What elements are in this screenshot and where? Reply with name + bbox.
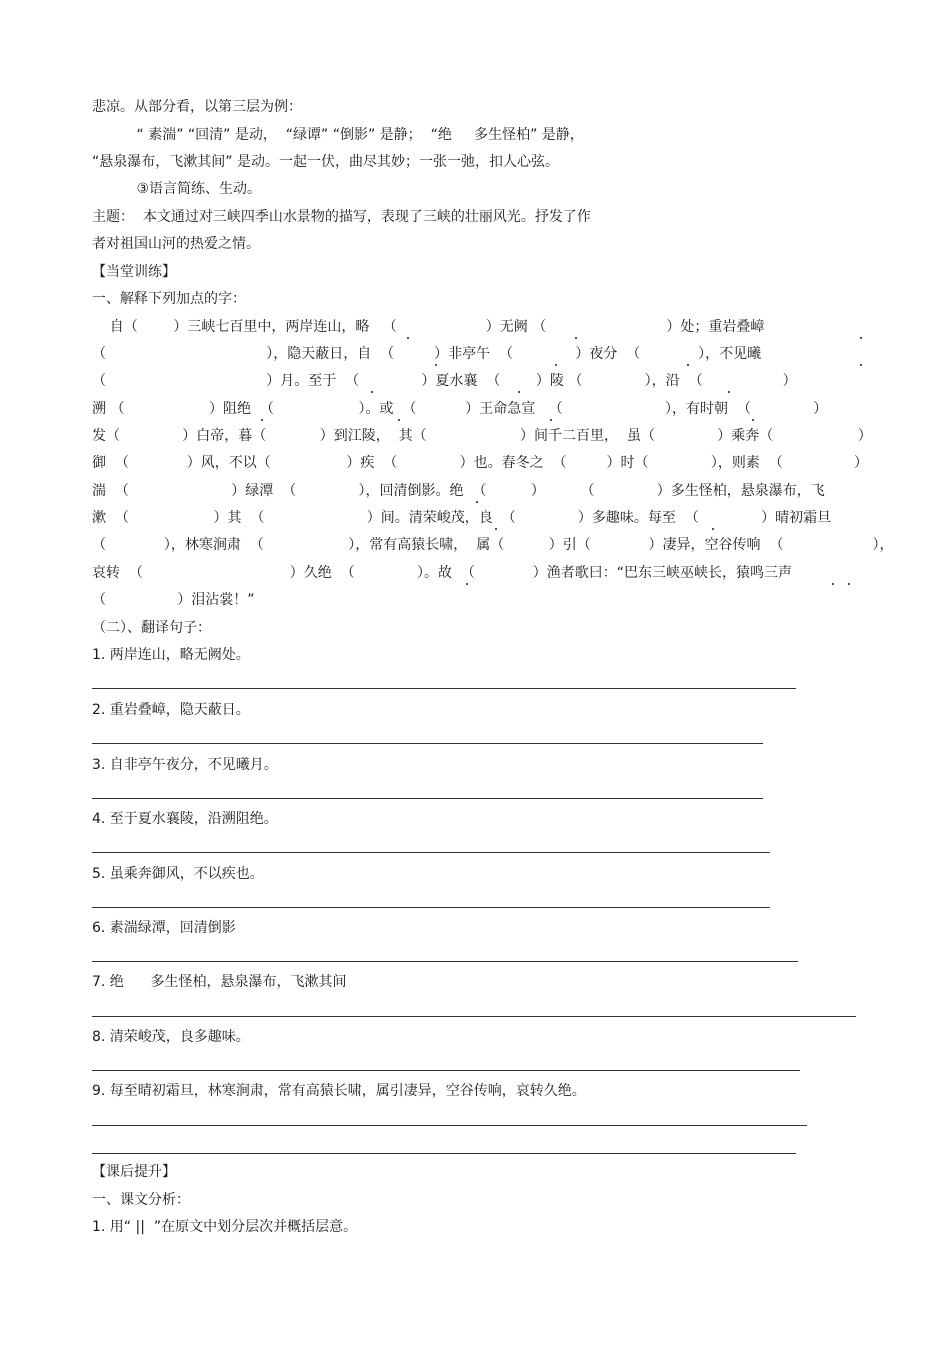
answer-line[interactable] — [92, 852, 770, 853]
exercise-line: 发（ ）白帝，暮（ ）到江陵， 其（ ）间千二百里， 虽（ ）乘奔（ ） — [92, 428, 872, 444]
emphasis-dot — [575, 337, 577, 339]
emphasis-dot — [860, 337, 862, 339]
analysis-item: 1. 用“ || ”在原文中划分层次并概括层意。 — [92, 1219, 358, 1235]
theme-line: 者对祖国山河的热爱之情。 — [92, 236, 260, 252]
emphasis-dot — [466, 583, 468, 585]
emphasis-dot — [712, 528, 714, 530]
exercise-line: 自（ ）三峡七百里中，两岸连山，略 （ ）无阙 （ ）处；重岩叠嶂 — [92, 319, 765, 335]
translate-item: 9. 每至晴初霜旦，林寒涧肃，常有高猿长啸，属引凄异，空谷传响，哀转久绝。 — [92, 1083, 586, 1099]
emphasis-dot — [550, 419, 552, 421]
exercise-line: （ ）泪沾裳！” — [92, 592, 255, 608]
answer-line[interactable] — [92, 1070, 800, 1071]
exercise-line: （ ）月。至于 （ ）夏水襄 （ ）陵 （ ），沿 （ ） — [92, 373, 797, 389]
intro-line: “ 素湍” “回清” 是动， “绿谭” “倒影” 是静； “绝 多生怪柏” 是静， — [92, 127, 584, 143]
answer-line[interactable] — [92, 961, 798, 962]
answer-line[interactable] — [92, 1125, 807, 1126]
answer-line[interactable] — [92, 1153, 796, 1154]
emphasis-dot — [407, 337, 409, 339]
emphasis-dot — [261, 419, 263, 421]
emphasis-dot — [495, 528, 497, 530]
translate-item: 4. 至于夏水襄陵，沿溯阻绝。 — [92, 811, 278, 827]
emphasis-dot — [398, 419, 400, 421]
intro-line: “悬泉瀑布，飞漱其间” 是动。一起一伏，曲尽其妙；一张一弛，扣人心弦。 — [92, 154, 559, 170]
exercise-heading: （二）、翻译句子： — [92, 620, 211, 636]
emphasis-dot — [555, 364, 557, 366]
translate-item: 6. 素湍绿潭，回清倒影 — [92, 920, 236, 936]
emphasis-dot — [860, 364, 862, 366]
answer-line[interactable] — [92, 798, 763, 799]
section-heading: 【当堂训练】 — [92, 264, 176, 280]
translate-item: 3. 自非亭午夜分，不见曦月。 — [92, 757, 278, 773]
answer-line[interactable] — [92, 688, 796, 689]
emphasis-dot — [848, 583, 850, 585]
intro-line: ③语言简练、生动。 — [92, 181, 262, 197]
translate-item: 5. 虽乘奔御风，不以疾也。 — [92, 866, 264, 882]
emphasis-dot — [518, 391, 520, 393]
emphasis-dot — [832, 583, 834, 585]
exercise-line: 哀转 （ ）久绝 （ ）。故 （ ）渔者歌曰：“巴东三峡巫峡长，猿鸣三声 — [92, 565, 792, 581]
answer-line[interactable] — [92, 743, 763, 744]
translate-item: 8. 清荣峻茂，良多趣味。 — [92, 1029, 250, 1045]
exercise-line: 湍 （ ）绿潭 （ ），回清倒影。绝 （ ） （ ）多生怪柏，悬泉瀑布，飞 — [92, 483, 825, 499]
translate-item: 2. 重岩叠嶂，隐天蔽日。 — [92, 702, 250, 718]
translate-item: 7. 绝 多生怪柏，悬泉瀑布，飞漱其间 — [92, 974, 347, 990]
exercise-line: 御 （ ）风，不以（ ）疾 （ ）也。春冬之 （ ）时（ ），则素 （ ） — [92, 455, 868, 471]
emphasis-dot — [371, 391, 373, 393]
exercise-heading: 一、课文分析： — [92, 1192, 190, 1208]
section-heading: 【课后提升】 — [92, 1164, 176, 1180]
exercise-line: （ ），隐天蔽日，自 （ ）非亭午 （ ）夜分 （ ），不见曦 — [92, 346, 762, 362]
emphasis-dot — [476, 501, 478, 503]
exercise-heading: 一、解释下列加点的字： — [92, 291, 246, 307]
emphasis-dot — [752, 419, 754, 421]
emphasis-dot — [728, 391, 730, 393]
answer-line[interactable] — [92, 1016, 856, 1017]
emphasis-dot — [435, 364, 437, 366]
exercise-line: （ ），林寒涧肃 （ ），常有高猿长啸， 属（ ）引（ ）凄异，空谷传响 （ ）， — [92, 537, 894, 553]
theme-line: 主题： 本文通过对三峡四季山水景物的描写，表现了三峡的壮丽风光。抒发了作 — [92, 209, 591, 225]
exercise-line: 溯 （ ）阻绝 （ ）。或 （ ）王命急宣 （ ），有时朝 （ ） — [92, 401, 828, 417]
translate-item: 1. 两岸连山，略无阙处。 — [92, 647, 250, 663]
emphasis-dot — [687, 364, 689, 366]
answer-line[interactable] — [92, 907, 770, 908]
intro-line: 悲凉。从部分看，以第三层为例： — [92, 99, 302, 115]
exercise-line: 漱 （ ）其 （ ）间。清荣峻茂，良 （ ）多趣味。每至 （ ）晴初霜旦 — [92, 510, 832, 526]
